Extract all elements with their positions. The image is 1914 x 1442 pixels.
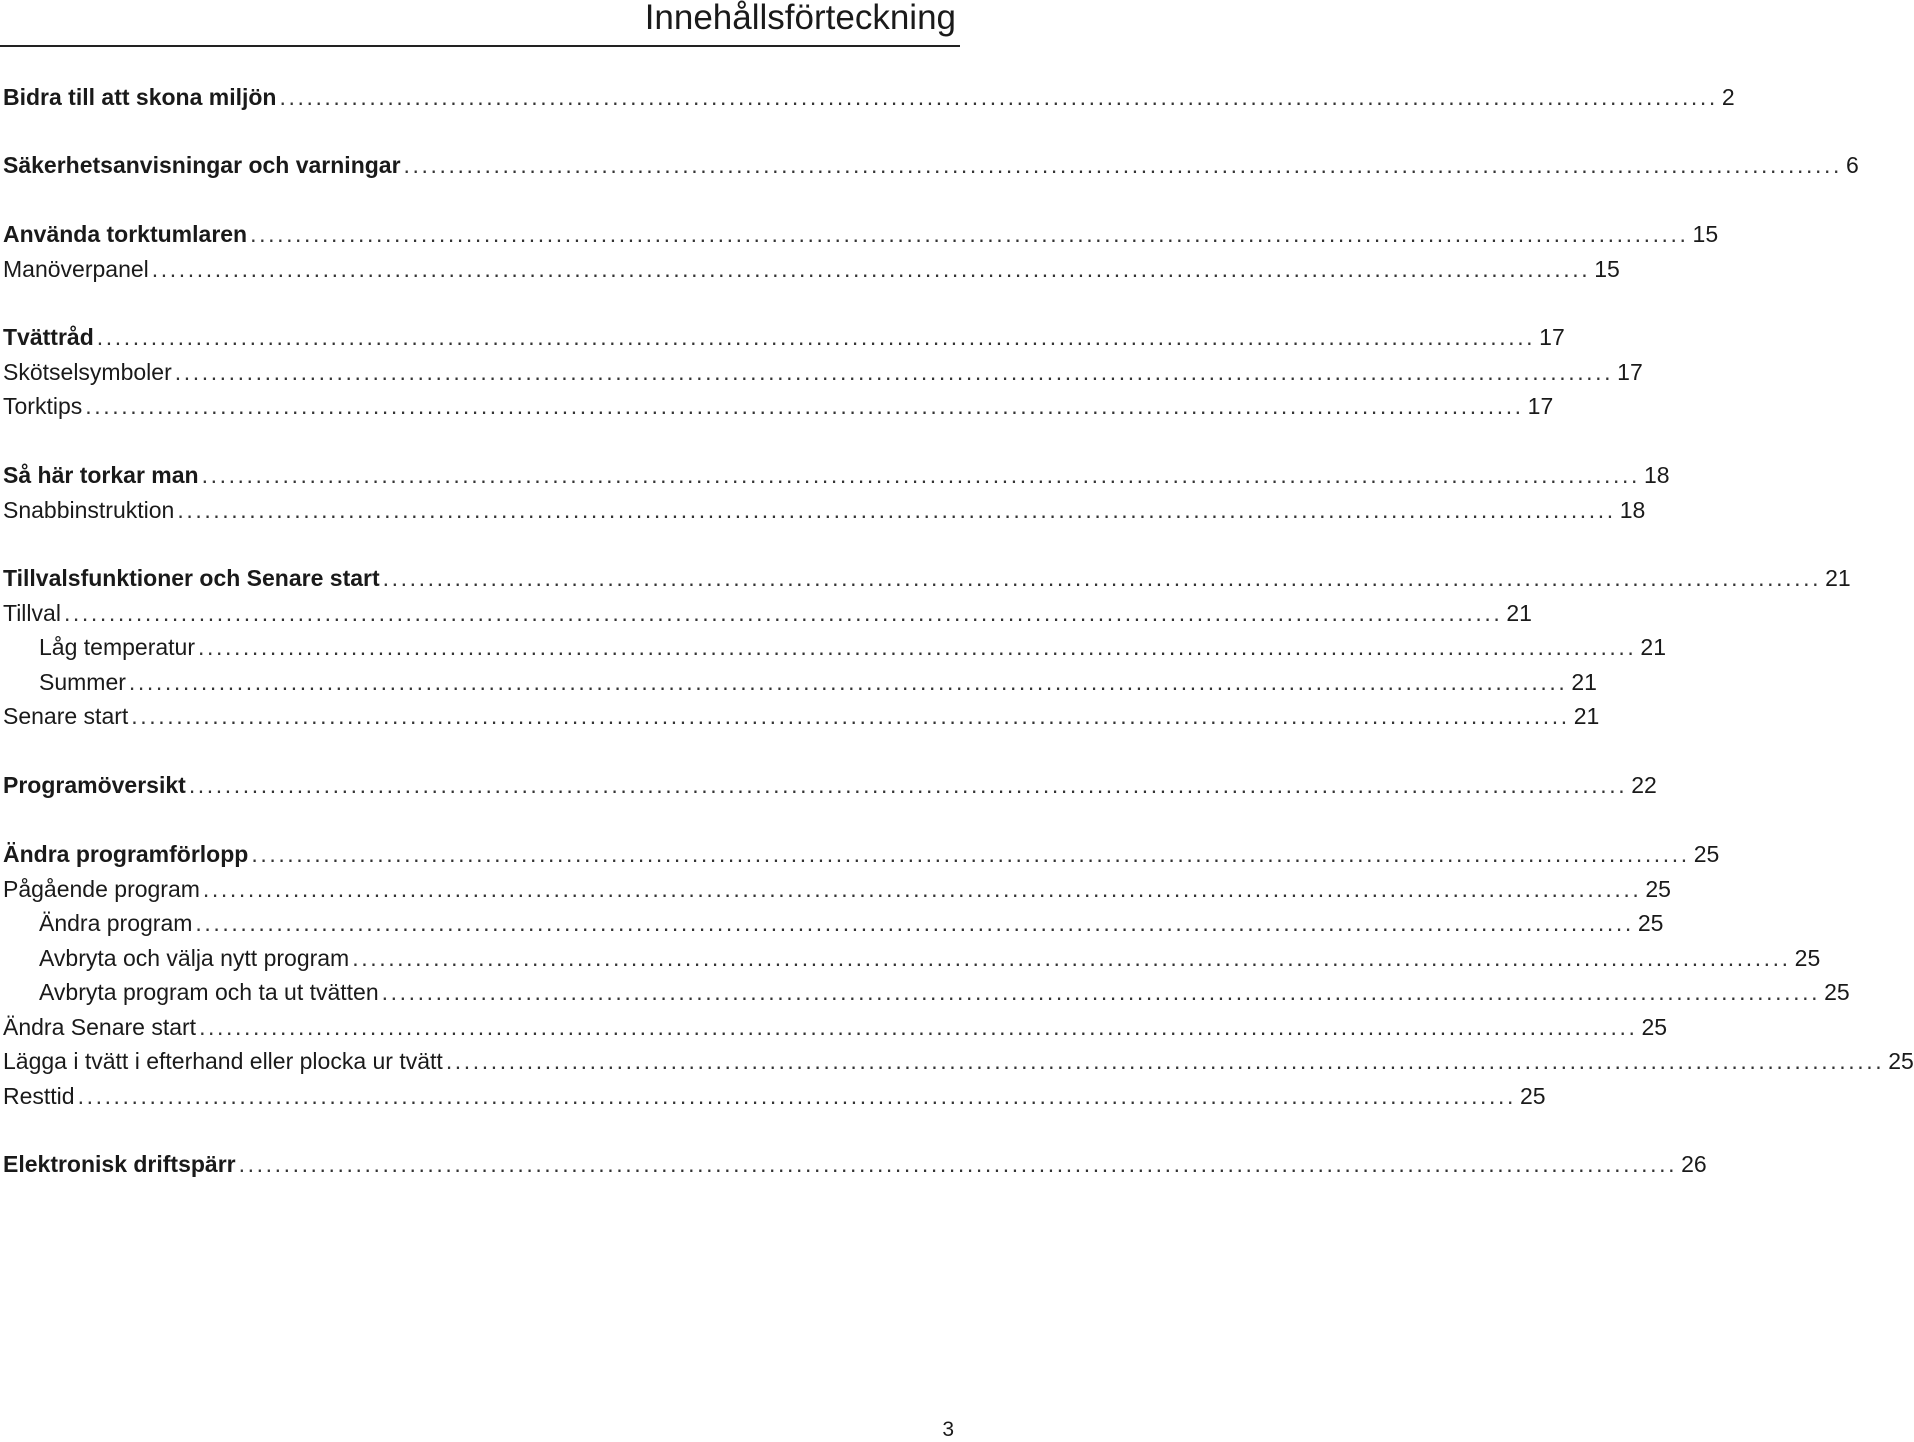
toc-page-number: 17 xyxy=(1527,393,1554,419)
toc-entry-label: Ändra Senare start xyxy=(3,1014,197,1040)
toc-entry-label: Pågående program xyxy=(3,876,200,902)
page-title: Innehållsförteckning xyxy=(644,0,956,37)
toc-entry-label: Skötselsymboler xyxy=(3,359,172,385)
toc-entry-label: Låg temperatur xyxy=(39,634,195,660)
toc-entry-pagaende-program[interactable] xyxy=(3,873,1671,905)
toc-entry-label: Bidra till att skona miljön xyxy=(3,84,277,110)
leader-dots: ................................................................................................................................................................ xyxy=(85,393,1524,419)
toc-page-number: 18 xyxy=(1644,462,1670,488)
toc-page-number: 17 xyxy=(1617,359,1643,385)
toc-page-number: 25 xyxy=(1693,841,1720,867)
leader-dots: ................................................................................................................................................................ xyxy=(128,669,1568,695)
toc-entry-label: Avbryta program och ta ut tvätten xyxy=(39,979,379,1005)
leader-dots: ................................................................................................................................................................ xyxy=(251,841,1690,867)
toc-entry-label: Snabbinstruktion xyxy=(3,497,175,523)
title-divider xyxy=(0,45,960,47)
leader-dots: ................................................................................................................................................................ xyxy=(96,324,1536,350)
toc-entry-label: Ändra programförlopp xyxy=(3,841,249,867)
toc-entry-label: Tillval xyxy=(3,600,61,626)
toc-page-number: 26 xyxy=(1681,1151,1707,1177)
leader-dots: ................................................................................................................................................................ xyxy=(131,703,1570,729)
toc-entry-label: Torktips xyxy=(3,393,83,419)
toc-entry-label: Så här torkar man xyxy=(3,462,199,488)
toc-entry-resttid[interactable] xyxy=(3,1080,1546,1112)
toc-page-number: 2 xyxy=(1721,84,1735,110)
toc-entry-torktips[interactable] xyxy=(3,390,1554,422)
toc-page-number: 25 xyxy=(1637,910,1664,936)
toc-entry-manoverpanel[interactable] xyxy=(3,253,1620,285)
toc-entry-programoversikt[interactable] xyxy=(3,769,1657,801)
toc-entry-andra-senare-start[interactable] xyxy=(3,1011,1668,1043)
toc-entry-avbryta-och-valja[interactable] xyxy=(39,942,1821,974)
toc-entry-skotselsymboler[interactable] xyxy=(3,356,1643,388)
leader-dots: ................................................................................................................................................................ xyxy=(382,565,1822,591)
leader-dots: ................................................................................................................................................................ xyxy=(199,1014,1638,1040)
leader-dots: ................................................................................................................................................................ xyxy=(279,84,1718,110)
toc-entry-lag-temperatur[interactable] xyxy=(39,631,1666,663)
leader-dots: ................................................................................................................................................................ xyxy=(403,152,1842,178)
toc-entry-label: Tvättråd xyxy=(3,324,94,350)
toc-entry-summer[interactable] xyxy=(39,666,1597,698)
toc-entry-andra-program[interactable] xyxy=(39,907,1664,939)
toc-page-number: 25 xyxy=(1888,1048,1914,1074)
leader-dots: ................................................................................................................................................................ xyxy=(63,600,1503,626)
toc-page-number: 21 xyxy=(1506,600,1532,626)
toc-entry-sa-har-torkar-man[interactable] xyxy=(3,459,1670,491)
toc-entry-senare-start[interactable] xyxy=(3,700,1600,732)
page-number: 3 xyxy=(942,1418,954,1441)
toc-page-number: 25 xyxy=(1645,876,1671,902)
leader-dots: ................................................................................................................................................................ xyxy=(77,1083,1517,1109)
toc-page-number: 17 xyxy=(1539,324,1565,350)
leader-dots: ................................................................................................................................................................ xyxy=(250,221,1689,247)
leader-dots: ................................................................................................................................................................ xyxy=(197,634,1637,660)
toc-entry-bidra-till-att-skona-miljon[interactable] xyxy=(3,81,1735,113)
toc-page-number: 6 xyxy=(1845,152,1859,178)
leader-dots: ................................................................................................................................................................ xyxy=(445,1048,1885,1074)
toc-entry-avbryta-program[interactable] xyxy=(39,976,1850,1008)
toc-entry-label: Elektronisk driftspärr xyxy=(3,1151,236,1177)
toc-page-number: 21 xyxy=(1640,634,1666,660)
leader-dots: ................................................................................................................................................................ xyxy=(352,945,1791,971)
toc-entry-label: Lägga i tvätt i efterhand eller plocka ur tvätt xyxy=(3,1048,443,1074)
leader-dots: ................................................................................................................................................................ xyxy=(177,497,1616,523)
toc-page-number: 15 xyxy=(1594,256,1620,282)
toc-entry-label: Ändra program xyxy=(39,910,193,936)
toc-page-number: 22 xyxy=(1631,772,1657,798)
leader-dots: ................................................................................................................................................................ xyxy=(238,1151,1678,1177)
toc-entry-label: Manöverpanel xyxy=(3,256,149,282)
toc-entry-anvanda-torktumlaren[interactable] xyxy=(3,218,1719,250)
toc-entry-label: Tillvalsfunktioner och Senare start xyxy=(3,565,380,591)
toc-page-number: 25 xyxy=(1520,1083,1546,1109)
toc-page-number: 25 xyxy=(1641,1014,1668,1040)
toc-entry-label: Senare start xyxy=(3,703,129,729)
toc-entry-label: Använda torktumlaren xyxy=(3,221,248,247)
toc-page-number: 21 xyxy=(1571,669,1597,695)
toc-entry-label: Resttid xyxy=(3,1083,75,1109)
toc-entry-tillvalsfunktioner[interactable] xyxy=(3,562,1851,594)
toc-entry-tillval[interactable] xyxy=(3,597,1532,629)
toc-entry-label: Avbryta och välja nytt program xyxy=(39,945,350,971)
toc-page-number: 15 xyxy=(1692,221,1719,247)
toc-entry-elektronisk-driftsparr[interactable] xyxy=(3,1148,1707,1180)
toc-entry-snabbinstruktion[interactable] xyxy=(3,494,1646,526)
toc-entry-lagga-i-tvatt[interactable] xyxy=(3,1045,1914,1077)
toc-page-number: 25 xyxy=(1824,979,1850,1005)
leader-dots: ................................................................................................................................................................ xyxy=(174,359,1614,385)
leader-dots: ................................................................................................................................................................ xyxy=(201,462,1641,488)
toc-page-number: 21 xyxy=(1825,565,1851,591)
leader-dots: ................................................................................................................................................................ xyxy=(151,256,1591,282)
toc-entry-label: Säkerhetsanvisningar och varningar xyxy=(3,152,401,178)
toc-entry-label: Programöversikt xyxy=(3,772,186,798)
toc-page-number: 18 xyxy=(1619,497,1646,523)
toc-page-number: 25 xyxy=(1794,945,1821,971)
leader-dots: ................................................................................................................................................................ xyxy=(195,910,1634,936)
leader-dots: ................................................................................................................................................................ xyxy=(202,876,1642,902)
leader-dots: ................................................................................................................................................................ xyxy=(188,772,1628,798)
toc-entry-tvattrad[interactable] xyxy=(3,321,1565,353)
toc-entry-label: Summer xyxy=(39,669,126,695)
toc-entry-sakerhetsanvisningar[interactable] xyxy=(3,149,1859,181)
toc-entry-andra-programforlopp[interactable] xyxy=(3,838,1720,870)
toc-page-number: 21 xyxy=(1573,703,1600,729)
leader-dots: ................................................................................................................................................................ xyxy=(381,979,1821,1005)
